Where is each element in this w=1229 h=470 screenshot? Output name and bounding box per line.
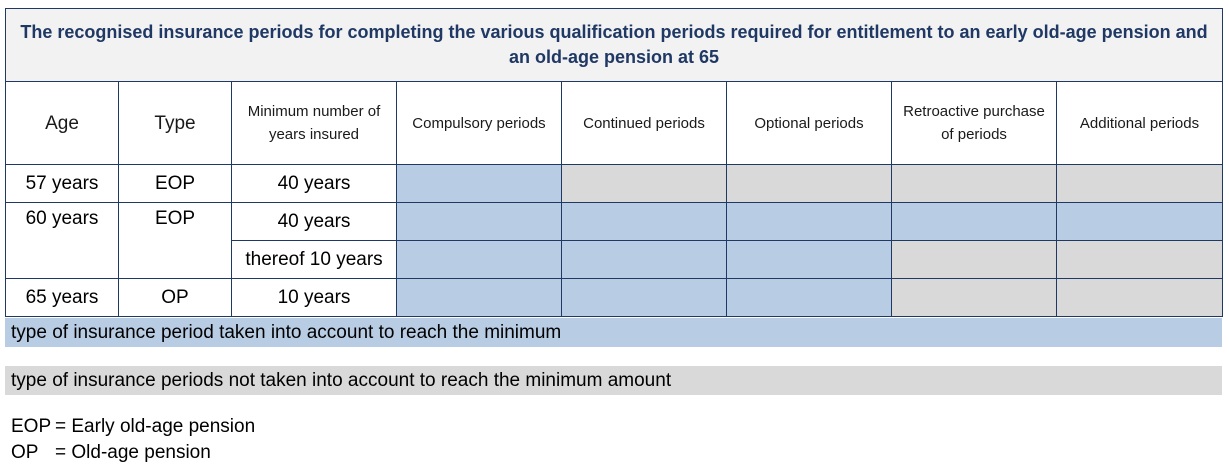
period-cell (1057, 165, 1223, 203)
row-min: thereof 10 years (232, 241, 397, 279)
header-retroactive (892, 82, 1057, 165)
period-cell (892, 203, 1057, 241)
period-cell (562, 165, 727, 203)
period-cell (562, 279, 727, 317)
legend-not-counted: type of insurance periods not taken into account to reach the minimum amount (5, 366, 1222, 395)
header-continued: Continued periods (562, 82, 727, 165)
table-row (6, 203, 1223, 241)
period-cell (562, 203, 727, 241)
period-cell (1057, 279, 1223, 317)
row-age: 65 years (6, 279, 119, 317)
period-cell (1057, 203, 1223, 241)
header-age: Age (6, 82, 119, 165)
header-retroactive-line2: of periods (941, 126, 1007, 143)
table-title: The recognised insurance periods for completing the various qualification periods required for entitlement to an early old-age pension and an old-age pension at 65 (6, 9, 1223, 82)
row-type: OP (119, 279, 232, 317)
row-min: 40 years (232, 203, 397, 241)
header-min-years-line1: Minimum number of (247, 103, 381, 120)
period-cell (397, 203, 562, 241)
abbreviation-eop-value: = Early old-age pension (55, 416, 256, 437)
legend-counted: type of insurance period taken into account to reach the minimum (5, 318, 1222, 347)
period-cell (727, 203, 892, 241)
row-min: 10 years (232, 279, 397, 317)
row-min: 40 years (232, 165, 397, 203)
period-cell (892, 165, 1057, 203)
row-age: 60 years (6, 203, 119, 279)
qualification-periods-table (5, 8, 1223, 317)
period-cell (397, 165, 562, 203)
table-row (6, 279, 1223, 317)
header-row (6, 82, 1223, 165)
abbreviation-op-key: OP (11, 442, 39, 463)
period-cell (892, 279, 1057, 317)
table-row (6, 165, 1223, 203)
header-type: Type (119, 82, 232, 165)
period-cell (562, 241, 727, 279)
abbreviation-op (11, 441, 211, 465)
row-age: 57 years (6, 165, 119, 203)
period-cell (727, 279, 892, 317)
period-cell (397, 279, 562, 317)
period-cell (892, 241, 1057, 279)
abbreviation-eop-key: EOP (11, 416, 52, 437)
row-type: EOP (119, 165, 232, 203)
period-cell (727, 165, 892, 203)
header-retroactive-line1: Retroactive purchase (903, 103, 1045, 120)
header-additional: Additional periods (1057, 82, 1223, 165)
header-min-years-line2: years insured (268, 126, 360, 143)
header-compulsory: Compulsory periods (397, 82, 562, 165)
period-cell (727, 241, 892, 279)
period-cell (1057, 241, 1223, 279)
header-optional: Optional periods (727, 82, 892, 165)
abbreviation-op-value: = Old-age pension (55, 442, 211, 463)
row-type: EOP (119, 203, 232, 279)
period-cell (397, 241, 562, 279)
header-min-years (232, 82, 397, 165)
abbreviation-eop (11, 415, 255, 439)
